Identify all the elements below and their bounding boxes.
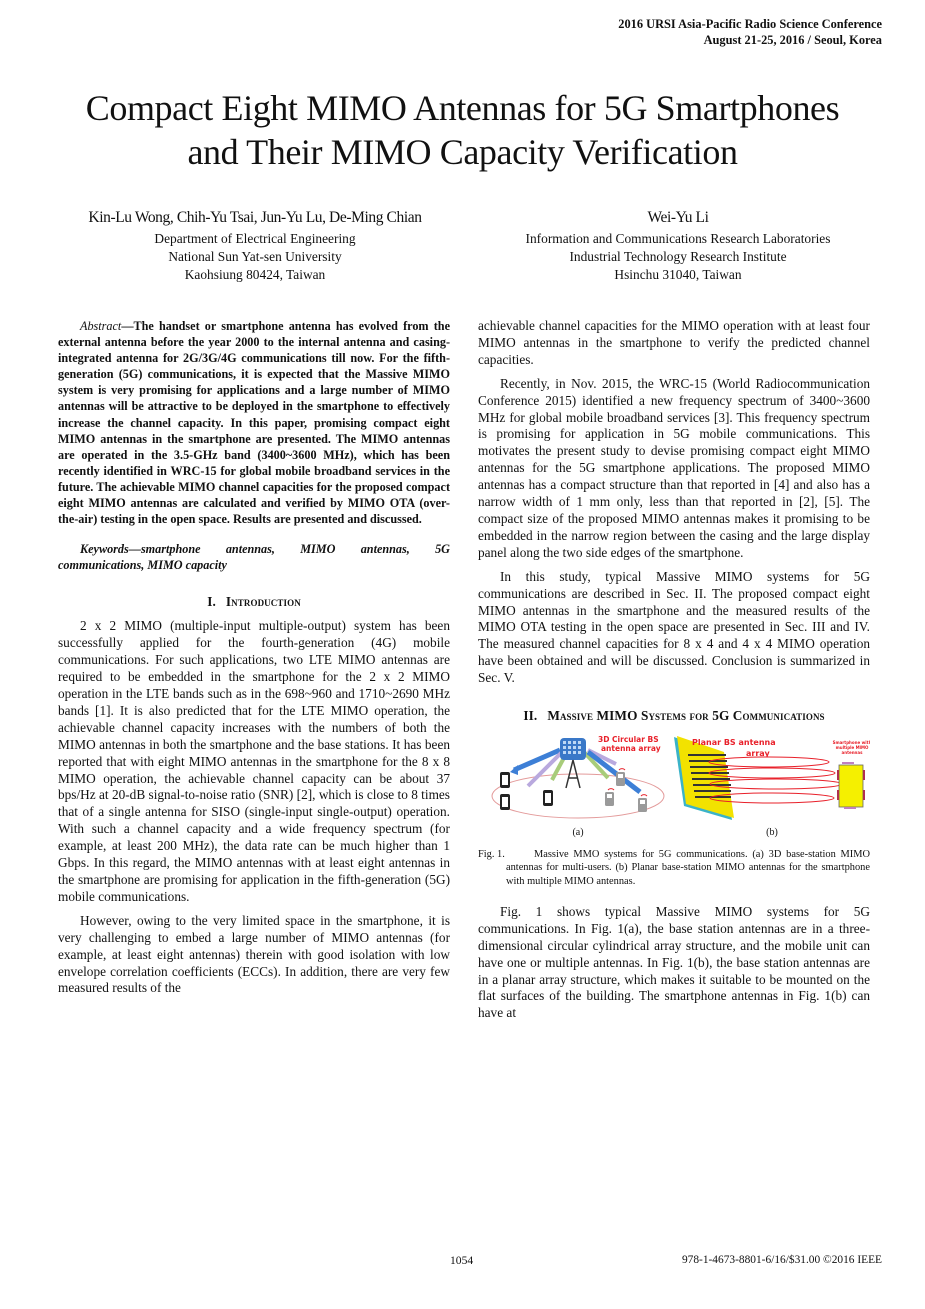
author-names: Wei-Yu Li (647, 209, 709, 226)
page-number: 1054 (450, 1254, 474, 1267)
affiliation-line: Department of Electrical Engineering (154, 231, 356, 246)
annotation-3d-bs-2: antenna array (601, 744, 661, 754)
right-column (478, 318, 870, 1029)
caption-text: Massive MMO systems for 5G communications. (a) 3D base-station MIMO antennas for multi-users. (b) Planar base-station MIMO antennas for the smartphone with multiple MIMO antennas. (506, 849, 870, 887)
author-names: Kin-Lu Wong, Chih-Yu Tsai, Jun-Yu Lu, De-Ming Chian (88, 209, 422, 226)
paragraph-continued: achievable channel capacities for the MIMO operation with at least four MIMO antennas in the smartphone to verify the predicted channel capacities. (478, 318, 870, 367)
figure-number: Fig. 1. (478, 849, 505, 861)
affiliation-line: National Sun Yat-sen University (168, 249, 342, 264)
section-title: Introduction (225, 594, 301, 610)
author-block-2 (458, 208, 898, 284)
figure-1 (478, 732, 870, 844)
svg-text:array: array (746, 749, 770, 759)
figure-1b (674, 732, 870, 844)
section-number: I. (207, 594, 216, 610)
section-number: II. (523, 708, 538, 724)
left-column (58, 318, 450, 1004)
title-line-1: Compact Eight MIMO Antennas for 5G Smartphones (85, 88, 840, 128)
figure-1a (488, 732, 668, 844)
paper-title (0, 86, 925, 174)
copyright-notice: 978-1-4673-8801-6/16/$31.00 ©2016 IEEE (681, 1254, 882, 1266)
conference-name: 2016 URSI Asia-Pacific Radio Science Conference (618, 17, 882, 31)
affiliation-line: Hsinchu 31040, Taiwan (614, 267, 742, 282)
svg-text:Planar BS antenna: Planar BS antenna (692, 738, 776, 748)
title-line-2: and Their MIMO Capacity Verification (187, 132, 738, 172)
abstract (58, 318, 450, 527)
planar-bs-array-illustration (674, 732, 870, 832)
circular-bs-array-illustration (488, 732, 668, 828)
paragraph: Recently, in Nov. 2015, the WRC-15 (World Radiocommunication Conference 2015) identified a new frequency spectrum of 3400~3600 MHz for global mobile broadband services [3]. This frequency spectrum is promising for application in 5G mobile communications. This motivates the present study to devise promising compact eight MIMO antennas for the 5G smartphone applications. The proposed MIMO antennas has a compact structure than that reported in [4] and also has a narrow width of 1 mm only, less than that reported in [2], [5]. The compact size of the proposed MIMO antennas makes it promising to be embedded in the narrow region between the casing and the large display panel along the two side edges of the smartphone. (478, 375, 870, 560)
abstract-lead: Abstract (80, 319, 122, 333)
paragraph: In this study, typical Massive MIMO systems for 5G communications are described in Sec. II. The proposed compact eight MIMO antennas in the smartphone and the measured results of the MIMO OTA testing in the open space are presented in Sec. III and IV. The measured channel capacities for 8 x 4 and 4 x 4 MIMO operation have been obtained and will be discussed. Conclusion is summarized in Sec. V. (478, 568, 870, 686)
section-heading-introduction (58, 593, 450, 610)
subfigure-label-b: (b) (766, 827, 778, 839)
section-title: Massive MIMO Systems for 5G Communications (547, 708, 825, 724)
svg-text:multiple MIMO: multiple MIMO (835, 745, 869, 751)
affiliation-line: Kaohsiung 80424, Taiwan (184, 267, 326, 282)
figure-1-caption (478, 848, 870, 888)
author-block-1 (45, 208, 465, 284)
abstract-text: —The handset or smartphone antenna has evolved from the external antenna before the year 2000 to the internal antenna and casing-integrated antenna for 2G/3G/4G communications till now. For the fifth-generation (5G) communications, it is expected that the Massive MIMO system is very promising for applications and a large number of MIMO antennas will be attractive to be deployed in the smartphone to effectively increase the channel capacity. In this paper, promising compact eight MIMO antennas in the smartphone are presented. The MIMO antennas are operated in the 3.5-GHz band (3400~3600 MHz), which has been recently identified in WRC-15 for global mobile broadband services in the future. The achievable MIMO channel capacities for the proposed compact eight MIMO antennas are calculated and verified by MIMO OTA (over-the-air) testing in the open space. Results are presented and discussed. (58, 319, 450, 527)
svg-text:Smartphone with: Smartphone with (832, 740, 870, 746)
svg-text:antennas: antennas (841, 750, 863, 756)
keywords: Keywords—smartphone antennas, MIMO antennas, 5G communications, MIMO capacity (58, 542, 450, 573)
section-heading-massive-mimo (478, 707, 870, 724)
paragraph: Fig. 1 shows typical Massive MIMO systems for 5G communications. In Fig. 1(a), the base station antennas are in a three-dimensional circular cylindrical array structure, and the mobile unit can have one or multiple antennas. In Fig. 1(b), the base station antennas are in a planar array structure, which makes it suitable to be mounted on the flat surfaces of the building. The smartphone antennas in Fig. 1(b) can have at (478, 903, 870, 1021)
paragraph: However, owing to the very limited space in the smartphone, it is very challenging to embed a large number of MIMO antennas (for example, at least eight antennas) therein with good isolation with low envelope correlation coefficients (ECCs). In addition, there are very few measured results of the (58, 912, 450, 996)
paragraph: 2 x 2 MIMO (multiple-input multiple-output) system has been successfully applied for the fourth-generation (4G) mobile communications. For such applications, two LTE MIMO antennas are required to be embedded in the smartphone for the 2 x 2 MIMO operation in the LTE bands such as in the 698~960 and 1710~2690 MHz bands [1]. It is also predicted that for the LTE MIMO operation, the achievable channel capacity increases with the numbers of both the MIMO antennas in both the smartphone and the base stations. It has been reported that with eight MIMO antennas in the smartphone for the 8 x 8 MIMO operation, the achievable channel capacity can be about 37 bps/Hz at 20-dB signal-to-noise ratio (SNR) [2], which is close to 8 times that of a single antenna for SISO (single-input single-output) operation. With such a channel capacity and a wide frequency spectrum (for example, at least 200 MHz), the data rate can be much higher than 1 Gbps. In this regard, the MIMO antennas with at least eight antennas in the smartphone are promising for application in the fifth-generation (5G) mobile communications. (58, 618, 450, 904)
affiliation-line: Information and Communications Research Laboratories (525, 231, 831, 246)
conference-header (618, 16, 882, 48)
affiliation-line: Industrial Technology Research Institute (569, 249, 787, 264)
conference-date-location: August 21-25, 2016 / Seoul, Korea (703, 33, 882, 47)
subfigure-label-a: (a) (572, 827, 584, 839)
annotation-3d-bs: 3D Circular BS (598, 735, 659, 745)
